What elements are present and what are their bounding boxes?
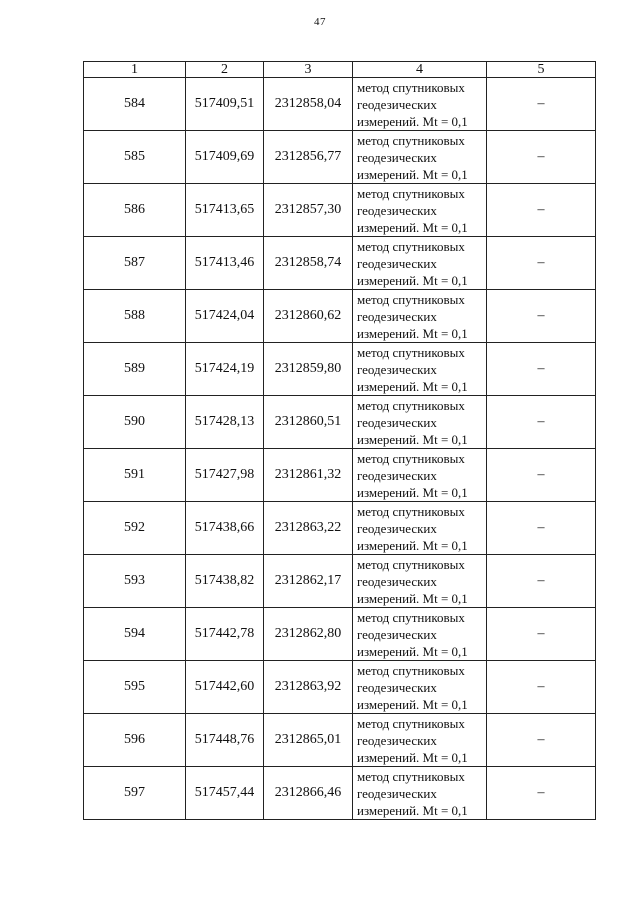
- column-header: 1: [84, 62, 186, 78]
- method-line: измерений. Mt = 0,1: [357, 272, 468, 288]
- method-cell: [353, 767, 487, 820]
- table-row: [84, 502, 596, 555]
- y-coordinate-cell: 2312857,30: [264, 184, 353, 237]
- table-row: [84, 714, 596, 767]
- method-line: измерений. Mt = 0,1: [357, 219, 468, 235]
- y-coordinate-cell: 2312860,62: [264, 290, 353, 343]
- coordinates-table: [83, 61, 596, 820]
- table-row: [84, 396, 596, 449]
- x-coordinate-cell: 517413,65: [186, 184, 264, 237]
- x-coordinate-cell: 517409,51: [186, 78, 264, 131]
- point-number-cell: 594: [84, 608, 186, 661]
- method-line: метод спутниковых: [357, 768, 465, 784]
- method-line: измерений. Mt = 0,1: [357, 696, 468, 712]
- column-header: 4: [353, 62, 487, 78]
- method-cell: [353, 78, 487, 131]
- point-number-cell: 585: [84, 131, 186, 184]
- table-row: [84, 237, 596, 290]
- method-line: метод спутниковых: [357, 662, 465, 678]
- column-header: 3: [264, 62, 353, 78]
- method-line: метод спутниковых: [357, 344, 465, 360]
- table-row: [84, 78, 596, 131]
- x-coordinate-cell: 517438,82: [186, 555, 264, 608]
- y-coordinate-cell: 2312862,17: [264, 555, 353, 608]
- header-row: [84, 62, 596, 78]
- method-line: измерений. Mt = 0,1: [357, 802, 468, 818]
- method-line: измерений. Mt = 0,1: [357, 166, 468, 182]
- method-cell: [353, 555, 487, 608]
- method-line: метод спутниковых: [357, 238, 465, 254]
- method-line: измерений. Mt = 0,1: [357, 749, 468, 765]
- method-cell: [353, 396, 487, 449]
- method-line: метод спутниковых: [357, 397, 465, 413]
- point-number-cell: 596: [84, 714, 186, 767]
- y-coordinate-cell: 2312858,04: [264, 78, 353, 131]
- y-coordinate-cell: 2312863,92: [264, 661, 353, 714]
- column-header: 5: [487, 62, 596, 78]
- x-coordinate-cell: 517424,19: [186, 343, 264, 396]
- table-row: [84, 661, 596, 714]
- method-line: измерений. Mt = 0,1: [357, 484, 468, 500]
- method-line: измерений. Mt = 0,1: [357, 590, 468, 606]
- point-number-cell: 588: [84, 290, 186, 343]
- note-cell: –: [487, 396, 596, 449]
- note-cell: –: [487, 237, 596, 290]
- method-line: геодезических: [357, 149, 437, 165]
- method-line: геодезических: [357, 520, 437, 536]
- table-row: [84, 131, 596, 184]
- note-cell: –: [487, 714, 596, 767]
- note-cell: –: [487, 131, 596, 184]
- x-coordinate-cell: 517457,44: [186, 767, 264, 820]
- point-number-cell: 587: [84, 237, 186, 290]
- y-coordinate-cell: 2312862,80: [264, 608, 353, 661]
- method-cell: [353, 131, 487, 184]
- method-line: геодезических: [357, 785, 437, 801]
- method-cell: [353, 290, 487, 343]
- method-line: геодезических: [357, 255, 437, 271]
- page-number: 47: [314, 16, 326, 28]
- note-cell: –: [487, 343, 596, 396]
- x-coordinate-cell: 517413,46: [186, 237, 264, 290]
- method-cell: [353, 608, 487, 661]
- point-number-cell: 586: [84, 184, 186, 237]
- method-cell: [353, 714, 487, 767]
- method-line: метод спутниковых: [357, 503, 465, 519]
- method-line: измерений. Mt = 0,1: [357, 113, 468, 129]
- note-cell: –: [487, 502, 596, 555]
- method-line: метод спутниковых: [357, 715, 465, 731]
- method-cell: [353, 237, 487, 290]
- y-coordinate-cell: 2312860,51: [264, 396, 353, 449]
- y-coordinate-cell: 2312866,46: [264, 767, 353, 820]
- method-line: метод спутниковых: [357, 79, 465, 95]
- method-line: геодезических: [357, 361, 437, 377]
- note-cell: –: [487, 555, 596, 608]
- note-cell: –: [487, 78, 596, 131]
- note-cell: –: [487, 184, 596, 237]
- x-coordinate-cell: 517442,60: [186, 661, 264, 714]
- method-line: измерений. Mt = 0,1: [357, 537, 468, 553]
- note-cell: –: [487, 290, 596, 343]
- point-number-cell: 584: [84, 78, 186, 131]
- method-cell: [353, 502, 487, 555]
- method-line: геодезических: [357, 626, 437, 642]
- x-coordinate-cell: 517448,76: [186, 714, 264, 767]
- table-row: [84, 608, 596, 661]
- method-line: измерений. Mt = 0,1: [357, 325, 468, 341]
- column-header: 2: [186, 62, 264, 78]
- point-number-cell: 590: [84, 396, 186, 449]
- method-line: измерений. Mt = 0,1: [357, 378, 468, 394]
- note-cell: –: [487, 661, 596, 714]
- method-cell: [353, 661, 487, 714]
- note-cell: –: [487, 767, 596, 820]
- y-coordinate-cell: 2312865,01: [264, 714, 353, 767]
- method-line: геодезических: [357, 679, 437, 695]
- method-line: геодезических: [357, 202, 437, 218]
- method-line: измерений. Mt = 0,1: [357, 431, 468, 447]
- method-line: метод спутниковых: [357, 185, 465, 201]
- x-coordinate-cell: 517442,78: [186, 608, 264, 661]
- method-line: геодезических: [357, 96, 437, 112]
- method-cell: [353, 184, 487, 237]
- x-coordinate-cell: 517427,98: [186, 449, 264, 502]
- method-line: геодезических: [357, 732, 437, 748]
- y-coordinate-cell: 2312859,80: [264, 343, 353, 396]
- y-coordinate-cell: 2312863,22: [264, 502, 353, 555]
- point-number-cell: 591: [84, 449, 186, 502]
- y-coordinate-cell: 2312856,77: [264, 131, 353, 184]
- point-number-cell: 589: [84, 343, 186, 396]
- method-line: геодезических: [357, 414, 437, 430]
- point-number-cell: 592: [84, 502, 186, 555]
- table-body: [84, 78, 596, 820]
- method-cell: [353, 449, 487, 502]
- method-line: геодезических: [357, 573, 437, 589]
- x-coordinate-cell: 517409,69: [186, 131, 264, 184]
- method-line: метод спутниковых: [357, 556, 465, 572]
- table-row: [84, 767, 596, 820]
- method-line: измерений. Mt = 0,1: [357, 643, 468, 659]
- table-row: [84, 290, 596, 343]
- method-line: метод спутниковых: [357, 609, 465, 625]
- table-row: [84, 184, 596, 237]
- table-row: [84, 555, 596, 608]
- table-row: [84, 343, 596, 396]
- method-line: метод спутниковых: [357, 291, 465, 307]
- x-coordinate-cell: 517428,13: [186, 396, 264, 449]
- method-line: метод спутниковых: [357, 132, 465, 148]
- note-cell: –: [487, 608, 596, 661]
- y-coordinate-cell: 2312861,32: [264, 449, 353, 502]
- y-coordinate-cell: 2312858,74: [264, 237, 353, 290]
- table-row: [84, 449, 596, 502]
- method-line: геодезических: [357, 467, 437, 483]
- point-number-cell: 595: [84, 661, 186, 714]
- point-number-cell: 597: [84, 767, 186, 820]
- point-number-cell: 593: [84, 555, 186, 608]
- method-line: геодезических: [357, 308, 437, 324]
- x-coordinate-cell: 517424,04: [186, 290, 264, 343]
- method-line: метод спутниковых: [357, 450, 465, 466]
- method-cell: [353, 343, 487, 396]
- x-coordinate-cell: 517438,66: [186, 502, 264, 555]
- note-cell: –: [487, 449, 596, 502]
